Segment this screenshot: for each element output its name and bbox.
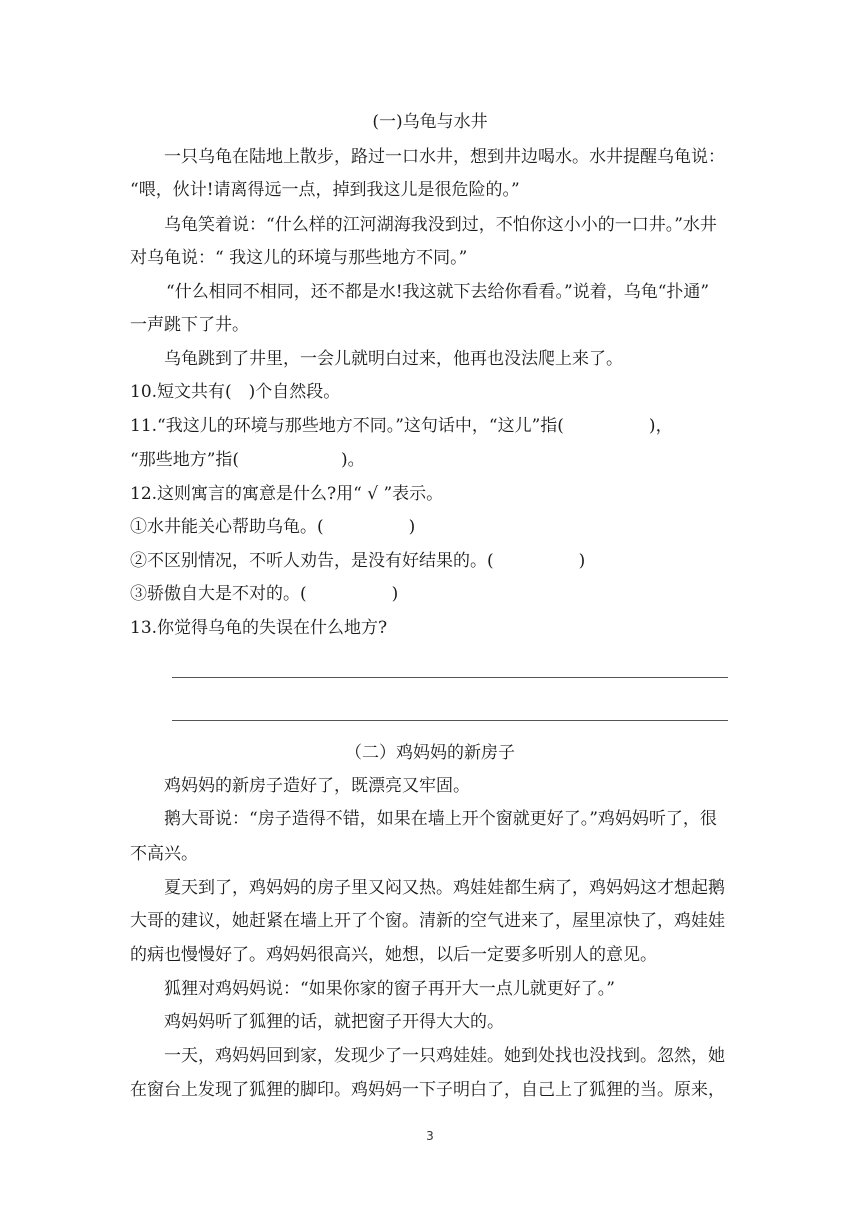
story1-paragraph-2: 乌龟笑着说：“什么样的江河湖海我没到过，不怕你这小小的一口井。”水井: [164, 215, 717, 235]
story1-paragraph-1-cont: “喂，伙计!请离得远一点，掉到我这儿是很危险的。”: [130, 180, 520, 200]
story2-paragraph-3-cont-1: 大哥的建议，她赶紧在墙上开了个窗。清新的空气进来了，屋里凉快了，鸡娃娃: [130, 911, 725, 931]
story2-paragraph-4: 狐狸对鸡妈妈说：“如果你家的窗子再开大一点儿就更好了。”: [164, 979, 615, 999]
page-number: 3: [426, 1129, 434, 1143]
story2-paragraph-2-cont: 不高兴。: [130, 844, 198, 864]
story1-paragraph-3: “什么相同不相同，还不都是水!我这就下去给你看看。”说着，乌龟“扑通”: [166, 282, 710, 302]
story2-paragraph-6-cont: 在窗台上发现了狐狸的脚印。鸡妈妈一下子明白了，自己上了狐狸的当。原来，: [130, 1080, 725, 1100]
question-10: 10.短文共有( )个自然段。: [130, 382, 341, 402]
story2-paragraph-3-cont-2: 的病也慢慢好了。鸡妈妈很高兴，她想，以后一定要多听别人的意见。: [130, 945, 657, 965]
question-13: 13.你觉得乌龟的失误在什么地方?: [130, 618, 388, 638]
story1-paragraph-3-cont: 一声跳下了井。: [130, 315, 249, 335]
question-12-option-3: ③骄傲自大是不对的。( ): [130, 584, 399, 604]
answer-line-2[interactable]: [172, 720, 728, 721]
story2-paragraph-3: 夏天到了，鸡妈妈的房子里又闷又热。鸡娃娃都生病了，鸡妈妈这才想起鹅: [164, 878, 725, 898]
question-12: 12.这则寓言的寓意是什么?用“ √ ”表示。: [130, 484, 444, 504]
story2-title: （二）鸡妈妈的新房子: [345, 743, 515, 763]
answer-line-1[interactable]: [172, 677, 728, 678]
story2-paragraph-1: 鸡妈妈的新房子造好了，既漂亮又牢固。: [164, 776, 470, 796]
story1-title: (一)乌龟与水井: [372, 112, 488, 132]
question-11: 11.“我这儿的环境与那些地方不同。”这句话中，“这儿”指( )，: [130, 416, 673, 436]
story2-paragraph-2: 鹅大哥说：“房子造得不错，如果在墙上开个窗就更好了。”鸡妈妈听了，很: [164, 809, 717, 829]
question-11-cont: “那些地方”指( )。: [130, 450, 365, 470]
story2-paragraph-6: 一天，鸡妈妈回到家，发现少了一只鸡娃娃。她到处找也没找到。忽然，她: [164, 1046, 725, 1066]
question-12-option-2: ②不区别情况，不听人劝告，是没有好结果的。( ): [130, 551, 586, 571]
question-12-option-1: ①水井能关心帮助乌龟。( ): [130, 517, 416, 537]
story1-paragraph-1: 一只乌龟在陆地上散步，路过一口水井，想到井边喝水。水井提醒乌龟说：: [164, 147, 725, 167]
story1-paragraph-4: 乌龟跳到了井里，一会儿就明白过来，他再也没法爬上来了。: [164, 349, 623, 369]
story1-paragraph-2-cont: 对乌龟说：“ 我这儿的环境与那些地方不同。”: [130, 248, 468, 268]
story2-paragraph-5: 鸡妈妈听了狐狸的话，就把窗子开得大大的。: [164, 1012, 504, 1032]
